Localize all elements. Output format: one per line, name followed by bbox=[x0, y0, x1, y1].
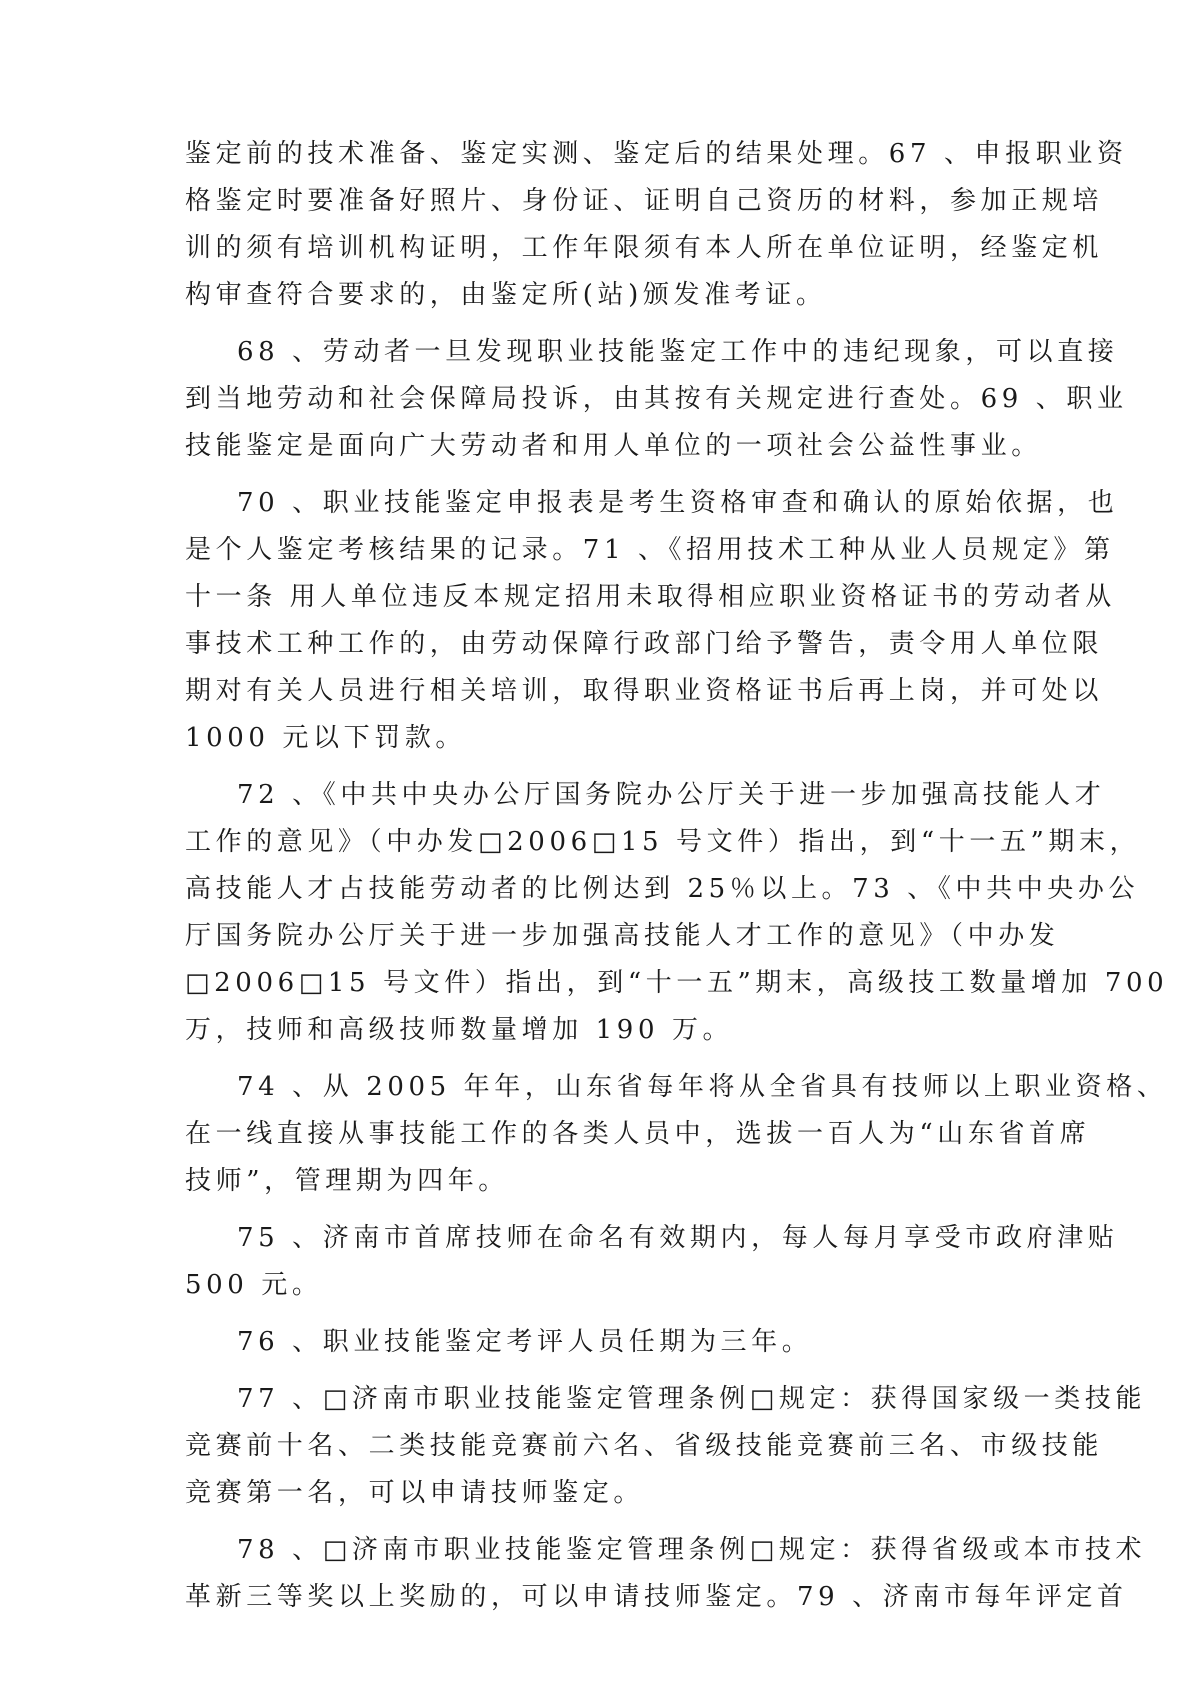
paragraph-p5 bbox=[185, 1064, 1168, 1205]
paragraph-p8 bbox=[185, 1376, 1147, 1517]
text-line: 训的须有培训机构证明，工作年限须有本人所在单位证明，经鉴定机 bbox=[185, 233, 1104, 263]
paragraph-p9 bbox=[185, 1527, 1147, 1621]
text-line: 万，技师和高级技师数量增加 190 万。 bbox=[185, 1015, 734, 1045]
text-line: 格鉴定时要准备好照片、身份证、证明自己资历的材料，参加正规培 bbox=[185, 186, 1104, 216]
document-body bbox=[185, 131, 1169, 1621]
text-line: 厅国务院办公厅关于进一步加强高技能人才工作的意见》（中办发 bbox=[185, 921, 1060, 951]
text-line: 是个人鉴定考核结果的记录。71 、《招用技术工种从业人员规定》第 bbox=[185, 535, 1115, 565]
text-line: 竞赛第一名，可以申请技师鉴定。 bbox=[185, 1478, 645, 1508]
text-line: 在一线直接从事技能工作的各类人员中，选拔一百人为“山东省首席 bbox=[185, 1119, 1091, 1149]
text-line: 革新三等奖以上奖励的，可以申请技师鉴定。79 、济南市每年评定首 bbox=[185, 1582, 1128, 1612]
text-line: 竞赛前十名、二类技能竞赛前六名、省级技能竞赛前三名、市级技能 bbox=[185, 1431, 1104, 1461]
text-line: 十一条 用人单位违反本规定招用未取得相应职业资格证书的劳动者从 bbox=[185, 582, 1116, 612]
text-line: 鉴定前的技术准备、鉴定实测、鉴定后的结果处理。67 、申报职业资 bbox=[185, 139, 1128, 169]
paragraph-p2 bbox=[185, 329, 1128, 470]
text-line: 72 、《中共中央办公厅国务院办公厅关于进一步加强高技能人才 bbox=[237, 780, 1106, 810]
text-line: 76 、职业技能鉴定考评人员任期为三年。 bbox=[237, 1327, 813, 1357]
text-line: 到当地劳动和社会保障局投诉，由其按有关规定进行查处。69 、职业 bbox=[185, 384, 1128, 414]
text-line: 75 、济南市首席技师在命名有效期内，每人每月享受市政府津贴 bbox=[237, 1223, 1119, 1253]
text-line: 70 、职业技能鉴定申报表是考生资格审查和确认的原始依据，也 bbox=[237, 488, 1119, 518]
text-line: 500 元。 bbox=[185, 1270, 323, 1300]
text-line: 78 、□济南市职业技能鉴定管理条例□规定：获得省级或本市技术 bbox=[237, 1535, 1147, 1565]
text-line: 68 、劳动者一旦发现职业技能鉴定工作中的违纪现象，可以直接 bbox=[237, 337, 1119, 367]
text-line: 技师”，管理期为四年。 bbox=[185, 1166, 509, 1196]
text-line: 技能鉴定是面向广大劳动者和用人单位的一项社会公益性事业。 bbox=[185, 431, 1042, 461]
paragraph-p4 bbox=[185, 772, 1169, 1054]
text-line: 77 、□济南市职业技能鉴定管理条例□规定：获得国家级一类技能 bbox=[237, 1384, 1147, 1414]
text-line: 期对有关人员进行相关培训，取得职业资格证书后再上岗，并可处以 bbox=[185, 676, 1104, 706]
text-line: 高技能人才占技能劳动者的比例达到 25％以上。73 、《中共中央办公 bbox=[185, 874, 1140, 904]
paragraph-p7 bbox=[185, 1319, 1015, 1366]
text-line: 事技术工种工作的，由劳动保障行政部门给予警告，责令用人单位限 bbox=[185, 629, 1104, 659]
text-line: □2006□15 号文件）指出，到“十一五”期末，高级技工数量增加 700 bbox=[185, 968, 1169, 998]
text-line: 构审查符合要求的，由鉴定所(站)颁发准考证。 bbox=[185, 280, 827, 310]
paragraph-p6 bbox=[185, 1215, 1119, 1309]
text-line: 工作的意见》（中办发□2006□15 号文件）指出，到“十一五”期末， bbox=[185, 827, 1141, 857]
paragraph-p3 bbox=[185, 480, 1119, 762]
paragraph-p1 bbox=[185, 131, 1128, 319]
text-line: 1000 元以下罚款。 bbox=[185, 723, 467, 753]
text-line: 74 、从 2005 年年，山东省每年将从全省具有技师以上职业资格、 bbox=[237, 1072, 1168, 1102]
